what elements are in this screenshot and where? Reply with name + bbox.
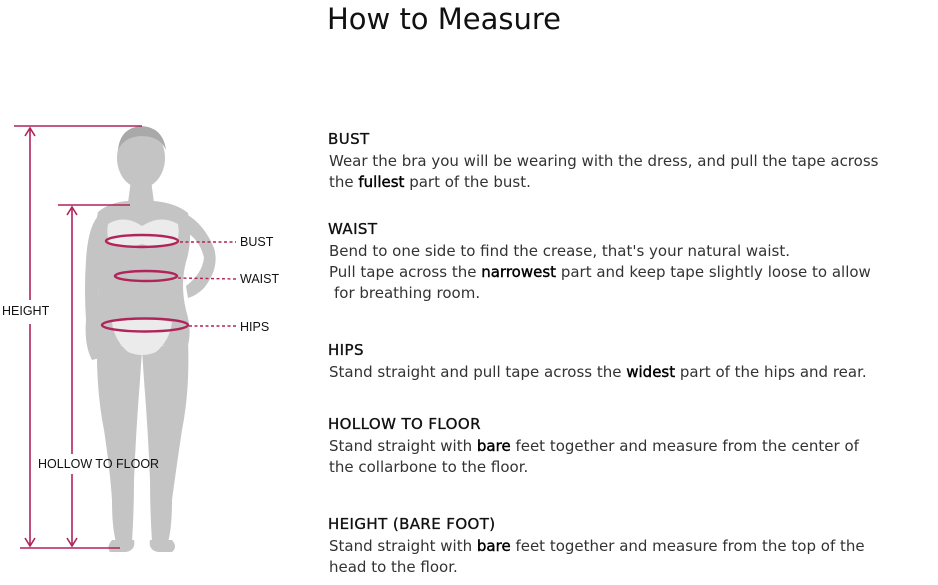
- text-line: Wear the bra you will be wearing with the dress, and pull the tape across: [329, 152, 879, 170]
- section-heading: HEIGHT (BARE FOOT): [328, 515, 496, 533]
- text-line: the fullest part of the bust.: [329, 173, 531, 191]
- text-line: head to the floor.: [329, 558, 458, 576]
- hips-label: HIPS: [240, 320, 270, 334]
- body-measurement-figure: [0, 0, 320, 585]
- section-heading: HOLLOW TO FLOOR: [328, 415, 481, 433]
- section-heading: BUST: [328, 130, 370, 148]
- section-text: [329, 151, 936, 193]
- section-hips: [328, 340, 936, 383]
- hollow-to-floor-label: HOLLOW TO FLOOR: [38, 457, 160, 471]
- section-text: [329, 241, 936, 304]
- section-height: [328, 514, 936, 578]
- text-line: Stand straight with bare feet together and measure from the top of the: [329, 537, 865, 555]
- text-line: for breathing room.: [334, 284, 481, 302]
- text-line: the collarbone to the floor.: [329, 458, 529, 476]
- figure-illustration: [0, 0, 320, 585]
- text-line: Pull tape across the narrowest part and keep tape slightly loose to allow: [329, 263, 871, 281]
- text-line: Bend to one side to find the crease, that's your natural waist.: [329, 242, 791, 260]
- section-text: [329, 436, 936, 478]
- section-hollow-to-floor: [328, 414, 936, 478]
- section-heading: WAIST: [328, 220, 378, 238]
- page-title: How to Measure: [326, 2, 562, 36]
- text-line: Stand straight and pull tape across the widest part of the hips and rear.: [329, 363, 867, 381]
- height-label: HEIGHT: [2, 304, 50, 318]
- text-line: Stand straight with bare feet together and measure from the center of: [329, 437, 859, 455]
- section-bust: [328, 129, 936, 193]
- waist-label: WAIST: [240, 272, 280, 286]
- section-waist: [328, 219, 936, 304]
- section-text: [329, 362, 936, 383]
- section-text: [329, 536, 936, 578]
- section-heading: HIPS: [328, 341, 364, 359]
- bust-label: BUST: [240, 235, 274, 249]
